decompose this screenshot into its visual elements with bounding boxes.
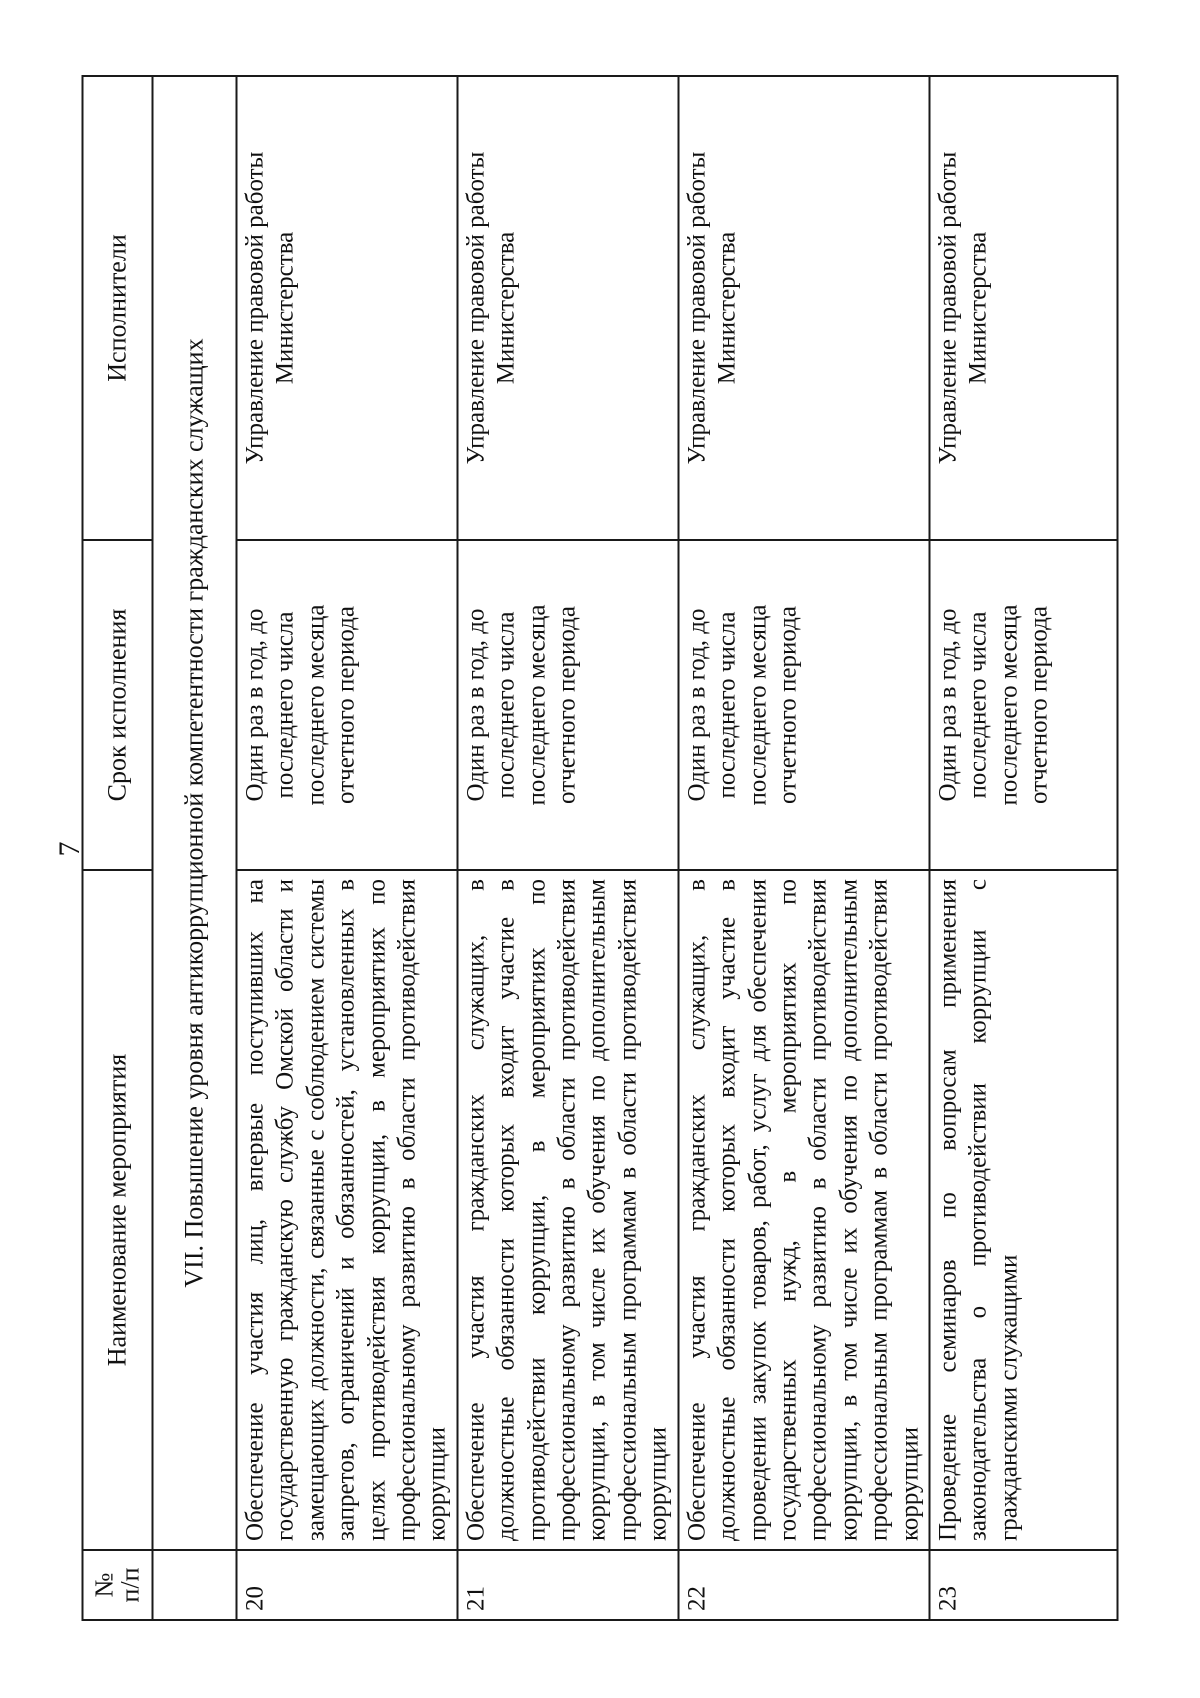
header-term: Срок исполнения <box>83 540 153 870</box>
row-term: Один раз в год, до последнего числа последнего месяца отчетного периода <box>457 540 678 870</box>
row-executors: Управление правовой работы Министерства <box>457 76 678 540</box>
table-row <box>237 76 458 1620</box>
table-header-row <box>83 76 153 1620</box>
header-number: № п/п <box>83 1550 153 1620</box>
section-row <box>153 76 237 1620</box>
row-number: 21 <box>457 1550 678 1620</box>
row-number: 23 <box>929 1550 1117 1620</box>
header-executors: Исполнители <box>83 76 153 540</box>
row-number: 22 <box>678 1550 929 1620</box>
row-number: 20 <box>237 1550 458 1620</box>
row-name: Обеспечение участия гражданских служащих, в должностные обязанности которых входит участие в проведении закупок товаров, работ, услуг для обеспечения государственных нужд, в мероприятиях по профессиональному развитию в области противодействия коррупции, в том числе их обучения по дополнительным профессиональным программам в области противодействия коррупции <box>678 870 929 1550</box>
page-number: 7 <box>53 841 86 857</box>
section-title: VII. Повышение уровня антикоррупционной компетентности гражданских служащих <box>153 76 237 1550</box>
table-row <box>678 76 929 1620</box>
row-term: Один раз в год, до последнего числа последнего месяца отчетного периода <box>929 540 1117 870</box>
header-name: Наименование мероприятия <box>83 870 153 1550</box>
row-name: Обеспечение участия лиц, впервые поступивших на государственную гражданскую службу Омской области и замещающих должности, связанные с соблюдением системы запретов, ограничений и обязанностей, установленных в целях противодействия коррупции, в мероприятиях по профессиональному развитию в области противодействия коррупции <box>237 870 458 1550</box>
action-plan-table <box>82 75 1119 1621</box>
row-term: Один раз в год, до последнего числа последнего месяца отчетного периода <box>237 540 458 870</box>
row-term: Один раз в год, до последнего числа последнего месяца отчетного периода <box>678 540 929 870</box>
section-number-cell <box>153 1550 237 1620</box>
table-row <box>929 76 1117 1620</box>
row-name: Проведение семинаров по вопросам применения законодательства о противодействии коррупции с гражданскими служащими <box>929 870 1117 1550</box>
table-row <box>457 76 678 1620</box>
row-name: Обеспечение участия гражданских служащих, в должностные обязанности которых входит участие в противодействии коррупции, в мероприятиях по профессиональному развитию в области противодействия коррупции, в том числе их обучения по дополнительным профессиональным программам в области противодействия коррупции <box>457 870 678 1550</box>
row-executors: Управление правовой работы Министерства <box>237 76 458 540</box>
rotated-table-wrapper <box>82 77 1119 1621</box>
row-executors: Управление правовой работы Министерства <box>929 76 1117 540</box>
row-executors: Управление правовой работы Министерства <box>678 76 929 540</box>
